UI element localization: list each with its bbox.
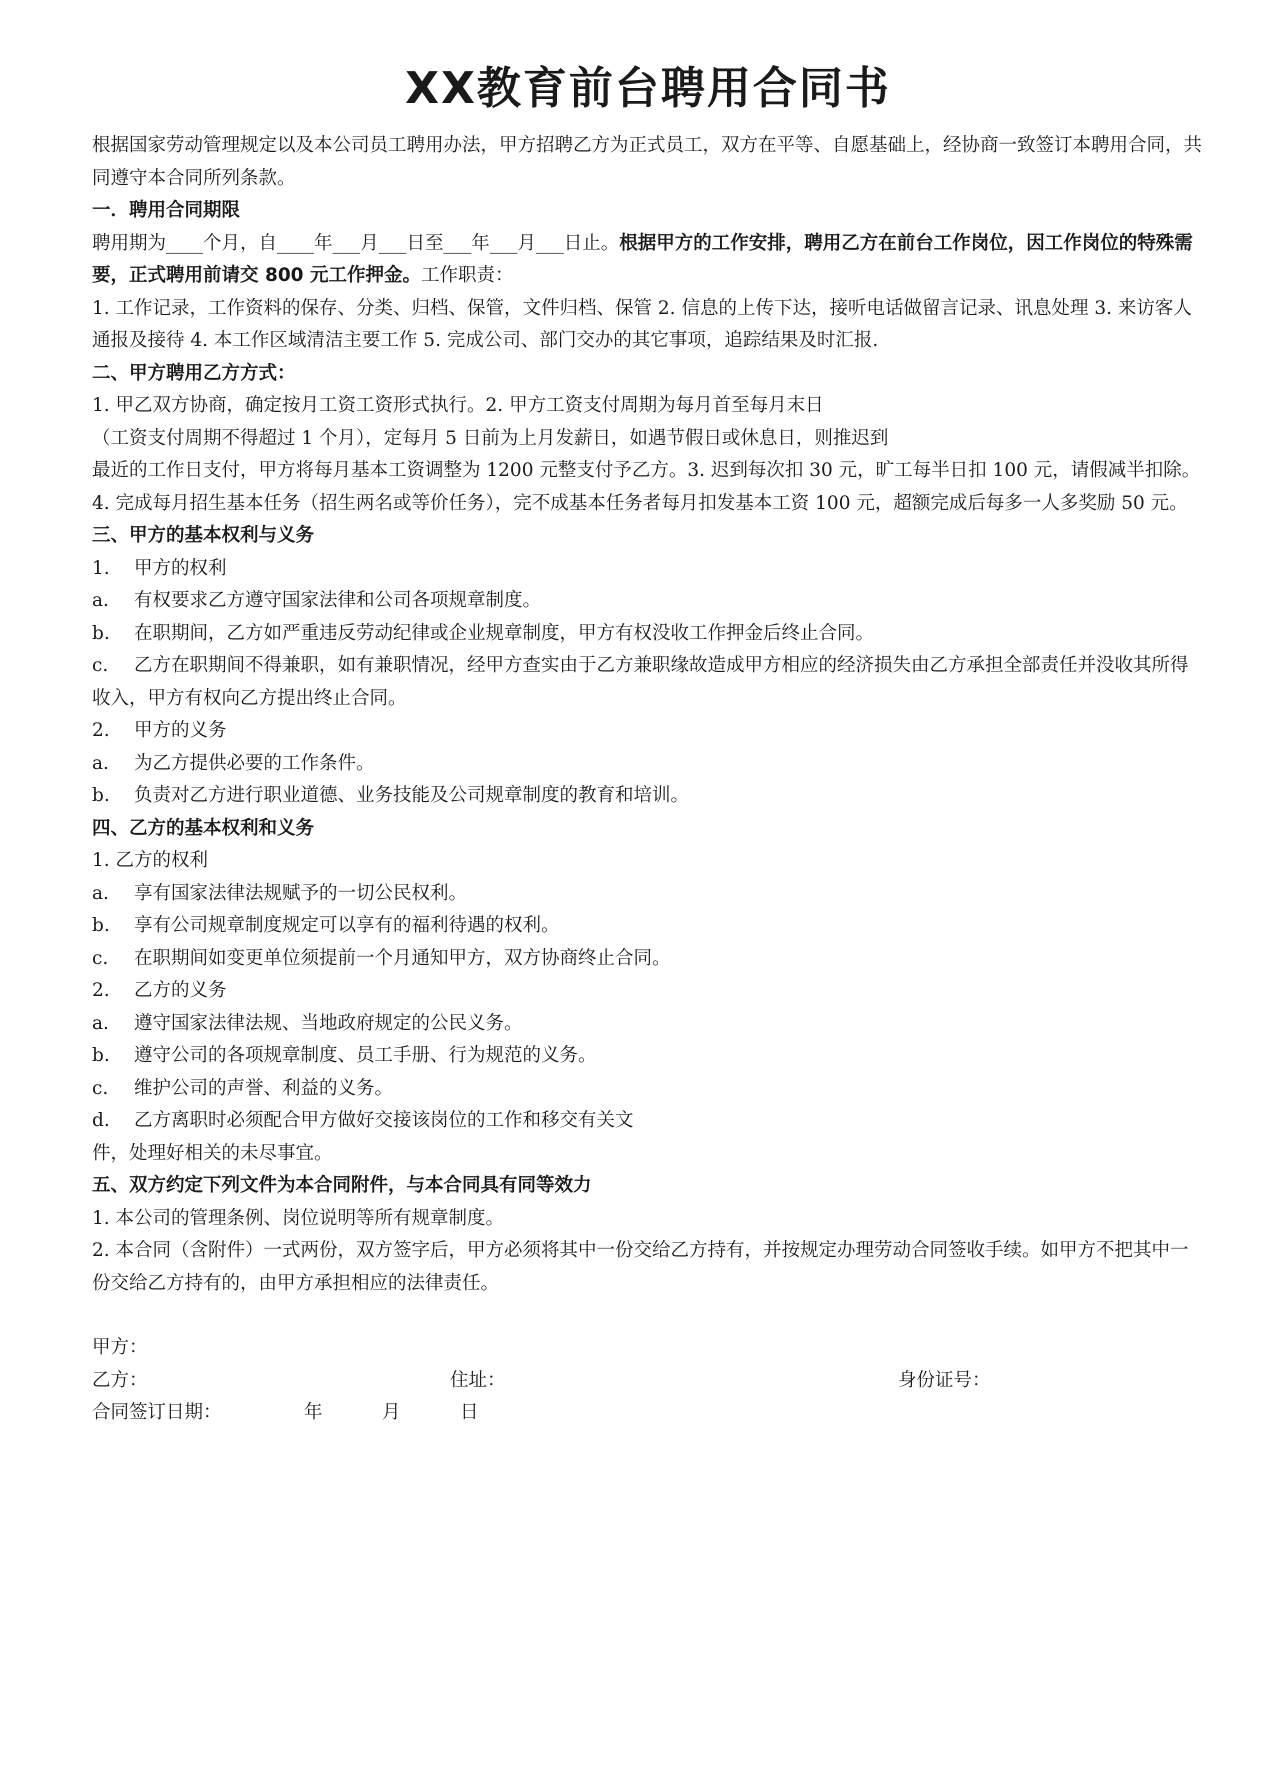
list-item: 2. 甲方的义务 xyxy=(92,720,227,741)
duties-label: 工作职责： xyxy=(421,265,514,286)
section-5-line-2: 2. 本合同（含附件）一式两份，双方签字后，甲方必须将其中一份交给乙方持有，并按规定办理劳动合同签收手续。如甲方不把其中一份交给乙方持有的，由甲方承担相应的法律责任。 xyxy=(92,1240,1189,1294)
signing-year: 年 xyxy=(304,1402,323,1423)
section-2-line-2: （工资支付周期不得超过 1 个月），定每月 5 日前为上月发薪日，如遇节假日或休息日，则推迟到 xyxy=(92,427,889,449)
section-4-list xyxy=(92,878,1204,1138)
section-1-term-paragraph xyxy=(92,228,1204,293)
section-3-heading: 三、甲方的基本权利与义务 xyxy=(92,525,315,546)
section-5-heading: 五、双方约定下列文件为本合同附件，与本合同具有同等效力 xyxy=(92,1175,592,1196)
list-item: b. 负责对乙方进行职业道德、业务技能及公司规章制度的教育和培训。 xyxy=(92,785,690,806)
intro-paragraph: 根据国家劳动管理规定以及本公司员工聘用办法，甲方招聘乙方为正式员工，双方在平等、自愿基础上，经协商一致签订本聘用合同，共同遵守本合同所列条款。 xyxy=(92,135,1203,189)
signing-date-row xyxy=(92,1397,1204,1430)
list-item: c. 在职期间如变更单位须提前一个月通知甲方，双方协商终止合同。 xyxy=(92,947,671,969)
party-b-label: 乙方： xyxy=(92,1369,148,1391)
list-item: a. 享有国家法律法规赋予的一切公民权利。 xyxy=(92,882,468,904)
list-item: b. 遵守公司的各项规章制度、员工手册、行为规范的义务。 xyxy=(92,1045,597,1066)
list-item: b. 在职期间，乙方如严重违反劳动纪律或企业规章制度，甲方有权没收工作押金后终止合同。 xyxy=(92,622,875,644)
list-item: a. 遵守国家法律法规、当地政府规定的公民义务。 xyxy=(92,1012,523,1034)
section-1-heading: 一．聘用合同期限 xyxy=(92,200,241,221)
section-4-heading: 四、乙方的基本权利和义务 xyxy=(92,817,315,839)
id-number-label: 身份证号： xyxy=(898,1369,991,1391)
list-item: c. 维护公司的声誉、利益的义务。 xyxy=(92,1077,394,1099)
party-b-row xyxy=(92,1365,1204,1398)
list-item: 2. 乙方的义务 xyxy=(92,980,227,1001)
section-4-subheading: 1. 乙方的权利 xyxy=(92,850,209,871)
list-item: a. 有权要求乙方遵守国家法律和公司各项规章制度。 xyxy=(92,590,542,611)
list-item: d. 乙方离职时必须配合甲方做好交接该岗位的工作和移交有关文 xyxy=(92,1110,634,1131)
section-2-heading: 二、甲方聘用乙方方式： xyxy=(92,362,296,384)
list-item: a. 为乙方提供必要的工作条件。 xyxy=(92,752,375,774)
deposit-notice: 根据甲方的工作安排，聘用乙方在前台工作岗位，因工作岗位的特殊需要，正式聘用前请交 800 元工作押金。 xyxy=(92,232,1193,286)
section-5-line-1: 1. 本公司的管理条例、岗位说明等所有规章制度。 xyxy=(92,1207,505,1229)
signing-day: 日 xyxy=(460,1402,479,1423)
list-item: c. 乙方在职期间不得兼职，如有兼职情况，经甲方查实由于乙方兼职缘故造成甲方相应的经济损失由乙方承担全部责任并没收其所得收入，甲方有权向乙方提出终止合同。 xyxy=(92,655,1189,709)
section-4-tail: 件，处理好相关的未尽事宜。 xyxy=(92,1142,333,1164)
party-a-label: 甲方： xyxy=(92,1337,148,1358)
section-3-list xyxy=(92,553,1204,813)
term-period-text: 聘用期为____个月，自____年___月___日至___年___月___日止。 xyxy=(92,232,620,254)
signing-date-label: 合同签订日期： xyxy=(92,1402,222,1423)
duties-list: 1. 工作记录，工作资料的保存、分类、归档、保管，文件归档、保管 2. 信息的上传下达，接听电话做留言记录、讯息处理 3. 来访客人通报及接待 4. 本工作区域清洁主要工作 5. 完成公司、部门交办的其它事项，追踪结果及时汇报. xyxy=(92,297,1192,351)
list-item: 1. 甲方的权利 xyxy=(92,557,227,579)
address-label: 住址： xyxy=(450,1369,506,1391)
document-title: XX教育前台聘用合同书 xyxy=(405,63,891,114)
list-item: b. 享有公司规章制度规定可以享有的福利待遇的权利。 xyxy=(92,915,560,936)
spacer xyxy=(92,1300,1204,1332)
section-2-line-3: 最近的工作日支付，甲方将每月基本工资调整为 1200 元整支付予乙方。3. 迟到每次扣 30 元，旷工每半日扣 100 元，请假减半扣除。4. 完成每月招生基本任务（招生两名或等价任务），完不成基本任务者每月扣发基本工资 100 元，超额完成后每多一人多奖励 50 元。 xyxy=(92,460,1201,514)
signing-month: 月 xyxy=(382,1402,401,1423)
section-2-line-1: 1. 甲乙双方协商，确定按月工资工资形式执行。2. 甲方工资支付周期为每月首至每月末日 xyxy=(92,395,824,416)
